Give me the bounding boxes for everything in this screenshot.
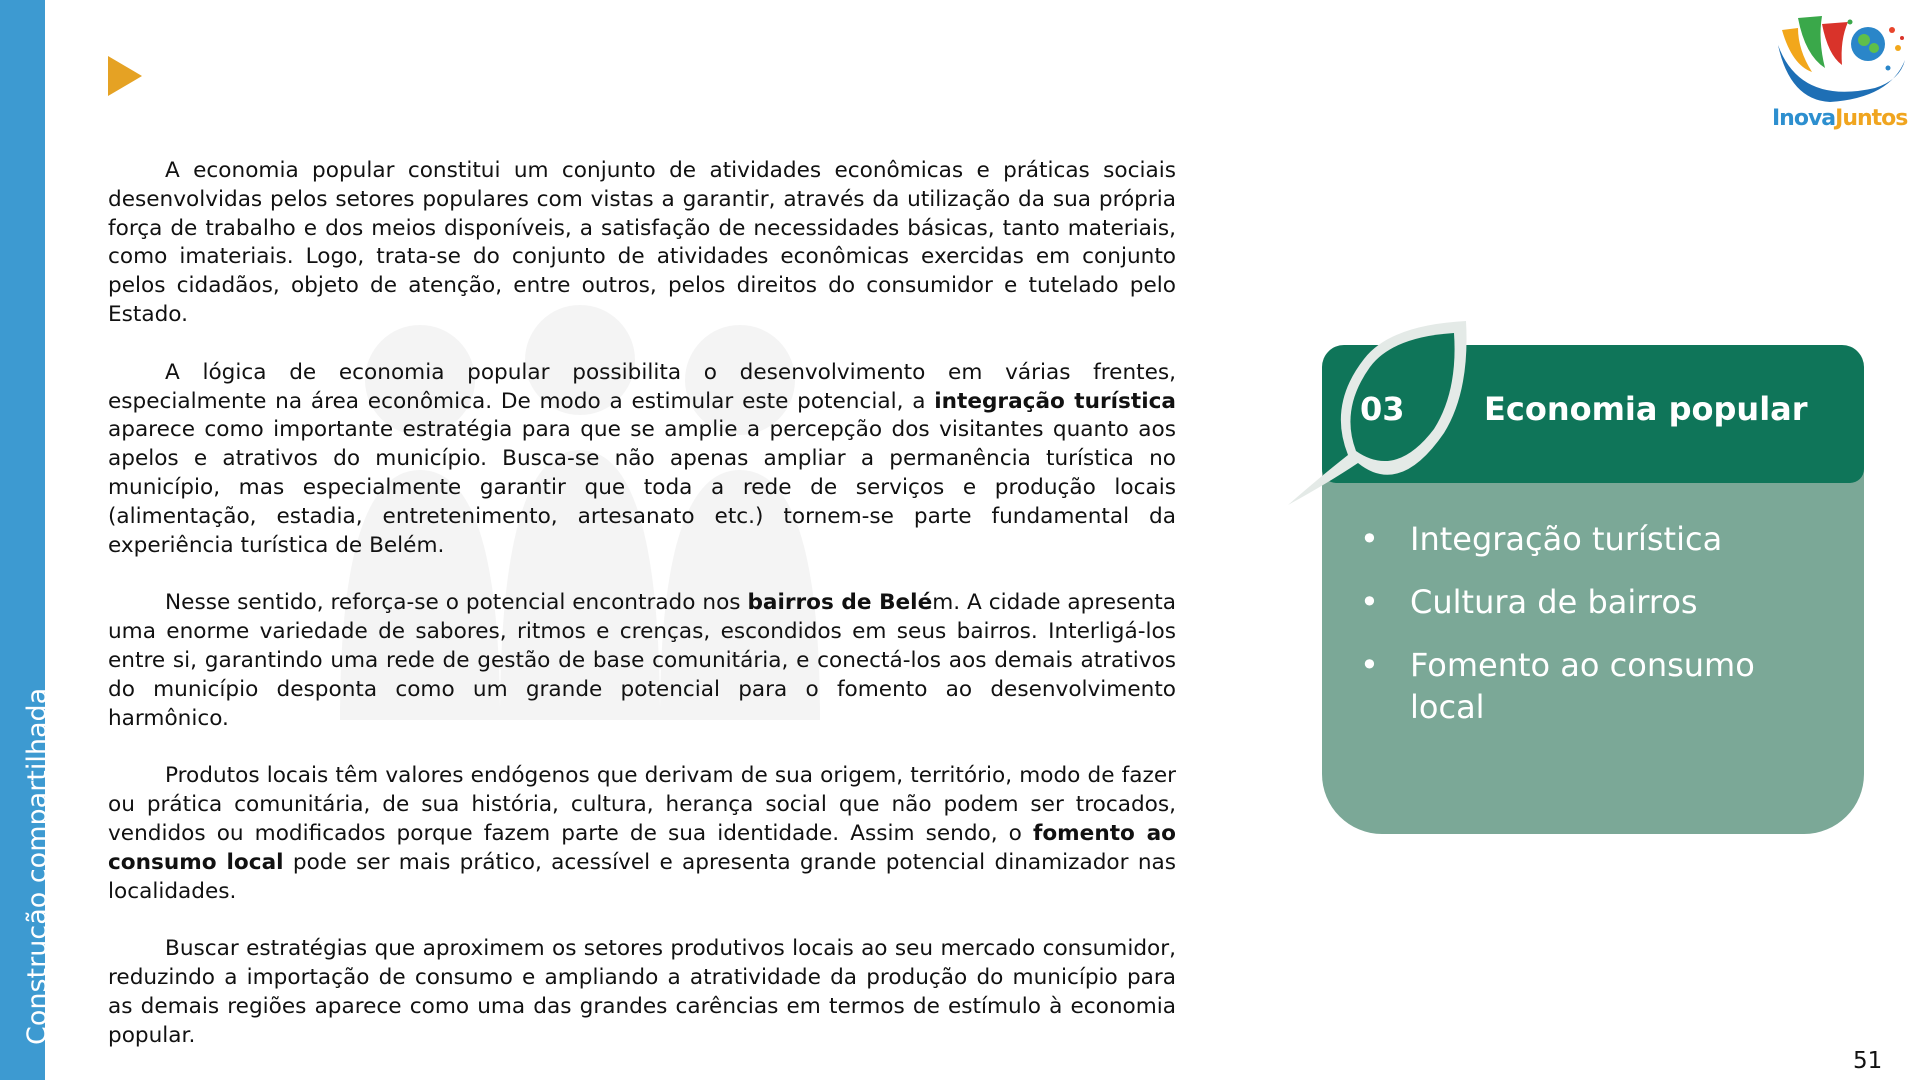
bullet-icon: • <box>1360 583 1379 621</box>
paragraph-3-text-a: Nesse sentido, reforça-se o potencial encontrado nos <box>165 590 748 616</box>
logo-word-inova: Inova <box>1772 106 1836 131</box>
paragraph-5: Buscar estratégias que aproximem os setores produtivos locais ao seu mercado consumidor, reduzindo a importação de consumo e ampliando a atratividade da produção do município para as demais regiões aparece como uma das grandes carências em termos de estímulo à economia popular. <box>108 936 1176 1048</box>
body-text <box>108 157 1176 1080</box>
paragraph-2 <box>108 359 1176 561</box>
logo-word-juntos: Juntos <box>1835 106 1908 131</box>
paragraph-2-text-c: aparece como importante estratégia para que se amplie a percepção dos visitantes quanto aos apelos e atrativos do município. Busca-se não apenas ampliar a permanência turística no município, mas especialmente garantir que toda a rede de serviços e produção locais (alimentação, estadia, entretenimento, artesanato etc.) tornem-se parte fundamental da experiência turística de Belém. <box>108 417 1176 558</box>
paragraph-2-text-a: A lógica de economia popular possibilita o desenvolvimento em várias frentes, especialmente na área econômica. De modo a estimular este potencial, a <box>108 359 1176 414</box>
card-title: Economia popular <box>1484 390 1808 428</box>
card-list <box>1360 518 1800 749</box>
card-list-item <box>1360 518 1800 560</box>
highlight-fomento-consumo-local: fomento ao consumo local <box>108 820 1176 875</box>
highlight-bairros-de-belem: bairros de Belé <box>747 590 933 616</box>
paragraph-1: A economia popular constitui um conjunto de atividades econômicas e práticas sociais desenvolvidas pelos setores populares com vistas a garantir, através da utilização da sua própria força de trabalho e dos meios disponíveis, a satisfação de necessidades básicas, tanto materiais, como imateriais. Logo, trata-se do conjunto de atividades econômicas exercidas em conjunto pelos cidadãos, objeto de atenção, entre outros, pelos direitos do consumidor e tutelado pelo Estado. <box>108 158 1176 327</box>
page-number: 51 <box>1853 1048 1883 1074</box>
card-list-item-label: Integração turística <box>1410 520 1723 558</box>
card-list-item <box>1360 581 1800 623</box>
sidebar-label: Construção compartilhada <box>22 687 53 1045</box>
paragraph-4 <box>108 762 1176 906</box>
paragraph-4-text-a: Produtos locais têm valores endógenos que derivam de sua origem, território, modo de fazer ou prática comunitária, de sua história, cultura, herança social que não podem ser trocados, vendidos ou modificados porque fazem parte de sua identidade. Assim sendo, o <box>108 763 1176 846</box>
card-number: 03 <box>1360 390 1405 428</box>
logo-wordmark <box>1772 106 1907 131</box>
play-icon <box>108 56 142 96</box>
paragraph-4-text-c: pode ser mais prático, acessível e apresenta grande potencial dinamizador nas localidades. <box>108 849 1176 904</box>
paragraph-3-text-c: m. A cidade apresenta uma enorme variedade de sabores, ritmos e crenças, escondidos em seus bairros. Interligá-los entre si, garantindo uma rede de gestão de base comunitária, e conectá-los aos demais atrativos do município desponta como um grande potencial para o fomento ao desenvolvimento harmônico. <box>108 590 1176 731</box>
card-list-item-label: Cultura de bairros <box>1410 583 1698 621</box>
card-list-item-label: Fomento ao consumo local <box>1410 646 1755 726</box>
paragraph-3 <box>108 589 1176 733</box>
bullet-icon: • <box>1360 646 1379 684</box>
card-list-item <box>1360 644 1800 728</box>
highlight-integracao-turistica: integração turística <box>934 388 1176 414</box>
bullet-icon: • <box>1360 520 1379 558</box>
